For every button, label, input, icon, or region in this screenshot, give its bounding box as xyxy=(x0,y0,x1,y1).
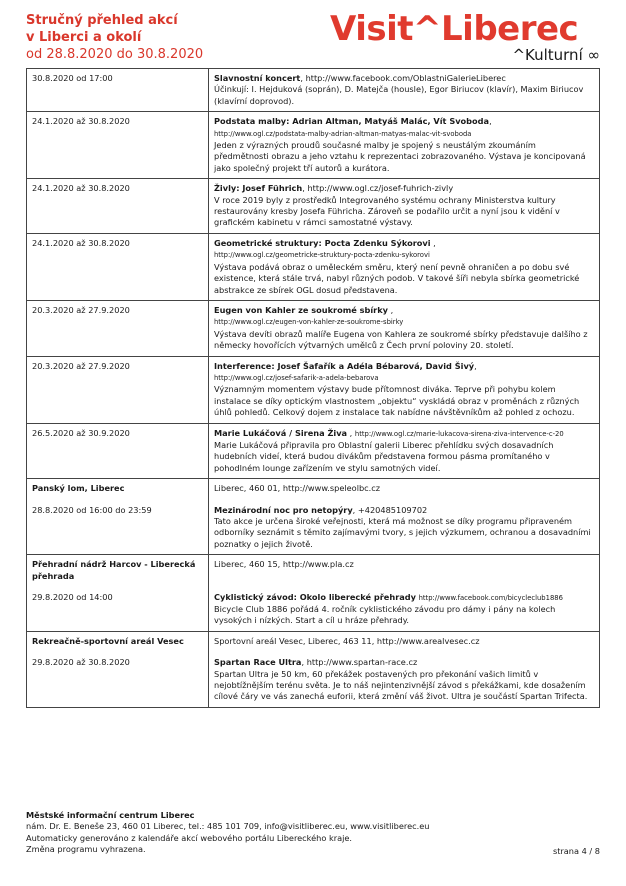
footer-org: Městské informační centrum Liberec xyxy=(26,810,195,820)
logo-sub: ^Kulturní ∞ xyxy=(512,46,600,64)
place-name: Přehradní nádrž Harcov - Liberecká přehrada xyxy=(32,559,196,581)
place-name: Panský lom, Liberec xyxy=(32,483,125,494)
event-title: Mezinárodní noc pro netopýry xyxy=(214,504,353,515)
event-title: Eugen von Kahler ze soukromé sbírky xyxy=(214,304,389,315)
event-phone: +420485109702 xyxy=(357,504,428,515)
event-date: 20.3.2020 až 27.9.2020 xyxy=(27,356,209,423)
event-date: 24.1.2020 až 30.8.2020 xyxy=(27,179,209,234)
event-title: Interference: Josef Šafařík a Adéla Bébarová, David Šivý xyxy=(214,360,475,371)
event-title: Živly: Josef Führich xyxy=(214,183,303,194)
event-date: 26.5.2020 až 30.9.2020 xyxy=(27,423,209,479)
event-date: 29.8.2020 od 14:00 xyxy=(32,592,113,603)
event-url[interactable]: http://www.facebook.com/OblastniGalerieLiberec xyxy=(305,73,506,83)
footer-address: nám. Dr. E. Beneše 23, 460 01 Liberec, tel.: 485 101 709, info@visitliberec.eu, www.visitliberec.eu xyxy=(26,821,430,832)
event-desc: Výstava devíti obrazů malíře Eugena von Kahlera ze soukromé sbírky představuje dalšího z německy hovořících výtvarných umělců z Čech první poloviny 20. století. xyxy=(214,328,588,351)
event-desc: Bicycle Club 1886 pořádá 4. ročník cyklistického závodu pro dámy i pány na kolech vysokých i nízkých. Start a cíl u hráze přehrady. xyxy=(214,604,556,626)
footer-note-1: Automaticky generováno z kalendáře akcí webového portálu Libereckého kraje. xyxy=(26,832,353,843)
event-desc: Spartan Ultra je 50 km, 60 překážek postavených pro překonání vašich limitů v nejobtížnějším terénu světa. Je to náš nejintenzivnější závod s překážkami, kde dosažením cílové čáry ve vás zanechá euforii, která změní váš život. Ultra je součástí Spartan Trifecta. xyxy=(214,668,588,702)
event-title: Marie Lukáčová / Sirena Živa xyxy=(214,427,348,438)
event-url[interactable]: http://www.ogl.cz/josef-safarik-a-adela-bebarova xyxy=(214,373,379,382)
event-date: 20.3.2020 až 27.9.2020 xyxy=(27,300,209,356)
event-url[interactable]: http://www.facebook.com/bicycleclub1886 xyxy=(418,593,563,602)
event-desc: Účinkují: I. Hejduková (soprán), D. Matejča (housle), Egor Biriucov (klavír), Maxim Biriucov (klavírní doprovod). xyxy=(214,84,584,106)
event-row xyxy=(27,423,600,479)
event-title: Cyklistický závod: Okolo liberecké přehrady xyxy=(214,591,416,602)
footer-note-2: Změna programu vyhrazena. xyxy=(26,844,146,855)
place-address: Sportovní areál Vesec, Liberec, 463 11, http://www.arealvesec.cz xyxy=(214,635,480,646)
event-info: Interference: Josef Šafařík a Adéla Bébarová, David Šivý, http://www.ogl.cz/josef-safarik-a-adela-bebarova Významným momentem výstavy bude přítomnost diváka. Teprve při pohybu kolem instalace se díky optickým vlastnostem „objektu“ vyskládá obraz v proměnách z různých úhlů pohledů. Celkový dojem z instalace tak nabídne návštěvníkům až pohled z ochozu. xyxy=(209,356,600,423)
place-info xyxy=(27,555,209,632)
date-range: od 28.8.2020 do 30.8.2020 xyxy=(26,47,204,62)
event-info: Sportovní areál Vesec, Liberec, 463 11, http://www.arealvesec.cz Spartan Race Ultra, http://www.spartan-race.cz Spartan Ultra je 50 km, 60 překážek postavených pro překonání vašich limitů v nejobtížnějším terénu světa. Je to náš nejintenzivnější závod s překážkami, kde dosažením cílové čáry ve vás zanechá euforii, která změní váš život. Ultra je součástí Spartan Trifecta. xyxy=(209,631,600,707)
event-desc: Marie Lukáčová připravila pro Oblastní galerii Liberec přehlídku svých dosavadních hudebních videí, která budou divákům představena formou pásma promítaného v pohodlném lounge zařízením ve stylu samotných videí. xyxy=(214,439,554,473)
event-desc: Jeden z výrazných proudů současné malby je spojený s neustálým zkoumáním předmětnosti obrazu a jeho vztahu k reprezentaci zobrazovaného. Výstava je koncipovaná jako společný projekt tří autorů a kurátora. xyxy=(214,140,586,173)
event-row xyxy=(27,300,600,356)
page-number: strana 4 / 8 xyxy=(552,846,600,856)
event-row xyxy=(27,112,600,179)
event-title: Slavnostní koncert xyxy=(214,73,301,83)
event-desc: V roce 2019 byly z prostředků Integrovaného systému ochrany Ministerstva kultury restaurovány kresby Josefa Führicha. Zároveň se podařilo určit a nyní jsou k vidění v grafickém kabinetu v rámci samostatné výstavy. xyxy=(214,194,560,228)
event-title: Podstata malby: Adrian Altman, Matyáš Malác, Vít Svoboda xyxy=(214,116,490,127)
place-address: Liberec, 460 01, http://www.speleolbc.cz xyxy=(214,483,381,494)
title-line-1: Stručný přehled akcí xyxy=(26,13,178,28)
place-address: Liberec, 460 15, http://www.pla.cz xyxy=(214,559,354,570)
event-url[interactable]: http://www.ogl.cz/geometricke-struktury-pocta-zdenku-sykorovi xyxy=(214,251,430,260)
event-date: 30.8.2020 od 17:00 xyxy=(27,69,209,112)
event-info: Podstata malby: Adrian Altman, Matyáš Malác, Vít Svoboda, http://www.ogl.cz/podstata-malby-adrian-altman-matyas-malac-vit-svoboda Jeden z výrazných proudů současné malby je spojený s neustálým zkoumáním předmětnosti obrazu a jeho vztahu k reprezentaci zobrazovaného. Výstava je koncipovaná jako společný projekt tří autorů a kurátora. xyxy=(209,112,600,179)
event-url[interactable]: http://www.ogl.cz/eugen-von-kahler-ze-soukrome-sbirky xyxy=(214,318,404,327)
logo-main: Visit^Liberec xyxy=(330,9,579,49)
place-row xyxy=(27,479,600,555)
event-url[interactable]: http://www.ogl.cz/podstata-malby-adrian-altman-matyas-malac-vit-svoboda xyxy=(214,129,472,138)
place-info xyxy=(27,631,209,707)
event-title: Geometrické struktury: Pocta Zdenku Sýkorovi xyxy=(214,237,431,248)
event-date: 24.1.2020 až 30.8.2020 xyxy=(27,233,209,300)
event-desc: Výstava podává obraz o uměleckém směru, který není pevně ohraničen a po dobu své existence, která stále trvá, nabyl různých podob. V takové šíři nebyla sbírka geometrické abstrakce ze sbírek OGL dosud představena. xyxy=(214,261,580,295)
event-date: 28.8.2020 od 16:00 do 23:59 xyxy=(32,504,152,515)
event-row xyxy=(27,356,600,423)
event-url[interactable]: http://www.ogl.cz/josef-fuhrich-zivly xyxy=(307,183,454,194)
page-footer xyxy=(26,810,600,856)
event-url[interactable]: http://www.spartan-race.cz xyxy=(306,657,418,668)
place-row xyxy=(27,555,600,632)
event-desc: Tato akce je určena široké veřejnosti, která má možnost se díky programu připraveném odborníky seznámit s těmito zajímavými tvory, s jejich výzkumem, ochranou a dosavadními poznatky o jejich životě. xyxy=(214,516,591,549)
event-info: Marie Lukáčová / Sirena Živa , http://www.ogl.cz/marie-lukacova-sirena-ziva-intervence-c-20 Marie Lukáčová připravila pro Oblastní galerii Liberec přehlídku svých dosavadních hudebních videí, která budou divákům představena formou pásma promítaného v pohodlném lounge zařízením ve stylu samotných videí. xyxy=(209,423,600,479)
event-info: Eugen von Kahler ze soukromé sbírky , http://www.ogl.cz/eugen-von-kahler-ze-soukrome-sbirky Výstava devíti obrazů malíře Eugena von Kahlera ze soukromé sbírky představuje dalšího z německy hovořících výtvarných umělců z Čech první poloviny 20. století. xyxy=(209,300,600,356)
event-info: Geometrické struktury: Pocta Zdenku Sýkorovi , http://www.ogl.cz/geometricke-struktury-pocta-zdenku-sykorovi Výstava podává obraz o uměleckém směru, který není pevně ohraničen a po dobu své existence, která stále trvá, nabyl různých podob. V takové šíři nebyla sbírka geometrické abstrakce ze sbírek OGL dosud představena. xyxy=(209,233,600,300)
event-info: Liberec, 460 01, http://www.speleolbc.cz Mezinárodní noc pro netopýry, +420485109702 Tato akce je určena široké veřejnosti, která má možnost se díky programu připraveném odborníky seznámit s těmito zajímavými tvory, s jejich výzkumem, ochranou a dosavadními poznatky o jejich životě. xyxy=(209,479,600,555)
visit-liberec-logo xyxy=(330,10,600,66)
event-info: Živly: Josef Führich, http://www.ogl.cz/josef-fuhrich-zivly V roce 2019 byly z prostředků Integrovaného systému ochrany Ministerstva kultury restaurovány kresby Josefa Führicha. Zároveň se podařilo určit a nyní jsou k vidění v grafickém kabinetu v rámci samostatné výstavy. xyxy=(209,179,600,234)
document-title xyxy=(26,12,286,63)
event-row xyxy=(27,233,600,300)
place-name: Rekreačně-sportovní areál Vesec xyxy=(32,635,184,646)
event-url[interactable]: http://www.ogl.cz/marie-lukacova-sirena-ziva-intervence-c-20 xyxy=(354,429,564,438)
event-date: 29.8.2020 až 30.8.2020 xyxy=(32,657,130,668)
event-info xyxy=(209,555,600,632)
event-date: 24.1.2020 až 30.8.2020 xyxy=(27,112,209,179)
event-row xyxy=(27,69,600,112)
place-row xyxy=(27,631,600,707)
event-row xyxy=(27,179,600,234)
title-line-2: v Liberci a okolí xyxy=(26,30,142,45)
event-desc: Významným momentem výstavy bude přítomnost diváka. Teprve při pohybu kolem instalace se díky optickým vlastnostem „objektu“ vyskládá obraz v proměnách z různých úhlů pohledů. Celkový dojem z instalace tak nabídne návštěvníkům až pohled z ochozu. xyxy=(214,384,580,418)
event-info: Slavnostní koncert, http://www.facebook.com/OblastniGalerieLiberec Účinkují: I. Hejduková (soprán), D. Matejča (housle), Egor Biriucov (klavír), Maxim Biriucov (klavírní doprovod). xyxy=(209,69,600,112)
event-title: Spartan Race Ultra xyxy=(214,657,302,668)
place-info xyxy=(27,479,209,555)
events-table xyxy=(26,68,600,708)
